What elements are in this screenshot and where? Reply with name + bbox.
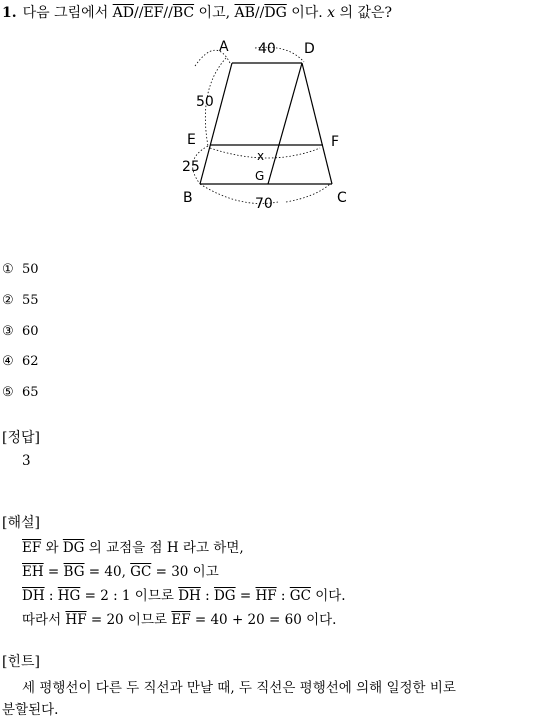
choice-marker: ③ [2,324,14,339]
segment-dg: $\overline{DG}$ [264,5,287,21]
label-top-40: 40 [258,41,276,57]
question-part: 의 값은? [335,5,393,21]
segment-ef: $\overline{EF}$ [143,5,164,21]
solution-text: 이다. [310,588,346,604]
label-50: 50 [196,94,214,110]
hint-line-1: 세 평행선이 다른 두 직선과 만날 때, 두 직선은 평행선에 의해 일정한 비로 [22,680,456,696]
label-e: E [187,132,196,148]
arc-bc-right [286,184,330,202]
parallel-symbol: // [254,5,265,21]
label-x: x [257,149,265,163]
segment-hf: $\overline{HF}$ [255,588,277,604]
label-bottom-70: 70 [255,196,273,212]
geometry-figure [170,34,370,219]
choice-marker: ② [2,293,14,308]
solution-text: : [44,588,58,604]
segment-dg-line [268,63,302,184]
label-c: C [337,190,347,206]
solution-text: = [43,564,64,580]
solution-line-4 [22,608,336,628]
solution-text: 와 [41,540,63,556]
choice-5[interactable] [2,385,39,400]
label-25: 25 [182,159,200,175]
hint-label: [힌트] [2,654,40,670]
arc-ef [210,148,320,158]
segment-ab: $\overline{AB}$ [234,5,255,21]
solution-line-1 [22,536,244,556]
solution-text: = [235,588,256,604]
segment-dg: $\overline{DG}$ [62,540,85,556]
segment-dc-line [302,63,332,184]
choice-value: 55 [22,293,39,308]
segment-ef: $\overline{EF}$ [171,612,191,628]
segment-dg: $\overline{DG}$ [213,588,236,604]
solution-label: [해설] [2,515,40,531]
solution-text: = 30 이고 [151,564,219,580]
solution-text: : [276,588,290,604]
choice-value: 50 [22,262,39,277]
segment-hg: $\overline{HG}$ [57,588,81,604]
segment-gc: $\overline{GC}$ [289,588,311,604]
solution-text: = 40 + 20 = 60 이다. [190,612,337,628]
segment-bc: $\overline{BC}$ [172,5,195,21]
parallel-symbol: // [163,5,173,21]
solution-text: : [200,588,214,604]
question-part: 이고, [194,5,235,21]
choice-value: 60 [22,324,39,339]
segment-dh: $\overline{DH}$ [178,588,201,604]
question-part: 이다. [286,5,328,21]
solution-text: 의 교점을 점 H 라고 하면, [84,540,244,556]
segment-bg: $\overline{BG}$ [63,564,85,580]
answer-value: 3 [22,453,31,469]
segment-ef: $\overline{EF}$ [22,540,42,556]
question-text [2,2,392,22]
choice-marker: ① [2,262,14,277]
choice-1[interactable] [2,262,39,277]
label-f: F [331,134,340,150]
segment-hf: $\overline{HF}$ [65,612,87,628]
segment-eh: $\overline{EH}$ [22,564,44,580]
question-part: 다음 그림에서 [22,5,113,21]
variable-x: x [327,5,336,21]
label-g: G [255,169,265,183]
label-a: A [219,39,229,55]
choice-marker: ④ [2,354,14,369]
hint-line-2: 분할된다. [2,702,59,718]
choice-value: 62 [22,354,39,369]
segment-ab-line [200,63,232,184]
label-d: D [304,41,315,57]
label-b: B [183,190,193,206]
solution-line-2 [22,560,219,580]
solution-text: 따라서 [22,612,66,628]
solution-text: = 40, [84,564,131,580]
choice-2[interactable] [2,293,39,308]
segment-dh: $\overline{DH}$ [22,588,45,604]
choice-value: 65 [22,385,39,400]
segment-gc: $\overline{GC}$ [130,564,152,580]
parallel-symbol: // [134,5,144,21]
choice-marker: ⑤ [2,385,14,400]
choice-3[interactable] [2,324,39,339]
answer-label: [정답] [2,430,40,446]
question-number: 1. [2,5,17,21]
solution-line-3 [22,584,346,604]
choice-4[interactable] [2,354,39,369]
segment-ad: $\overline{AD}$ [112,5,135,21]
solution-text: = 20 이므로 [86,612,172,628]
solution-text: = 2 : 1 이므로 [80,588,179,604]
